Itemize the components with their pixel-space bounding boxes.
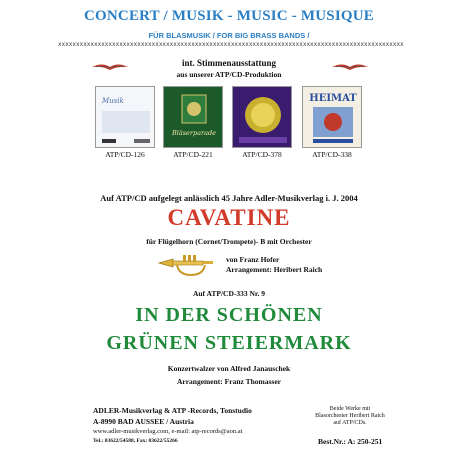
- note-line-2: Blasorchester Heribert Raich: [315, 413, 385, 419]
- note-line-1: Beide Werke mit: [329, 406, 371, 412]
- header-subtitle: FÜR BLASMUSIK / FOR BIG BRASS BANDS /: [148, 31, 310, 40]
- piece1-title: CAVATINE: [167, 205, 291, 230]
- svg-text:Musik: Musik: [102, 97, 124, 105]
- piece1-arranger: Arrangement: Heribert Raich: [226, 265, 323, 274]
- piece1-composer: von Franz Hofer: [226, 255, 280, 264]
- cd-cover-1: [95, 86, 155, 148]
- piece2-cd-ref: Auf ATP/CD-333 Nr. 9: [192, 289, 266, 298]
- piece2-arranger: Arrangement: Franz Thomasser: [176, 377, 281, 386]
- publisher-web: www.adler-musikverlag.com, e-mail: atp-records@aon.at: [93, 428, 243, 435]
- cd-cover-3-art: [233, 87, 292, 148]
- cd-cover-2-art: [164, 87, 223, 148]
- cd-cover-4-art: [303, 87, 362, 148]
- cd-cover-2-text: Bläserparade: [171, 129, 217, 137]
- publisher-name: ADLER-Musikverlag & ATP -Records, Tonstudio: [93, 406, 252, 415]
- x-divider: xxxxxxxxxxxxxxxxxxxxxxxxxxxxxxxxxxxxxxxxxxxxxxxxxxxxxxxxxxxxxxxxxxxxxxxxxxxxxxxxxxxxxxxxxxxxxxxx: [58, 42, 404, 48]
- anniversary-note: Auf ATP/CD aufgelegt anlässlich 45 Jahre Adler-Musikverlag i. J. 2004: [100, 193, 358, 203]
- cd-cover-4: [302, 86, 362, 148]
- order-number: Best.Nr.: A: 250-251: [318, 437, 383, 446]
- flugelhorn-icon: [155, 247, 215, 279]
- piece2-title-line2: GRÜNEN STEIERMARK: [106, 332, 352, 354]
- stimmen-heading: int. Stimmenausstattung: [181, 58, 276, 68]
- header-title: CONCERT / MUSIK - MUSIC - MUSIQUE: [84, 8, 374, 24]
- publisher-phone: Tel.: 03622/54588, Fax: 03622/55266: [93, 438, 178, 444]
- cd-label-4: ATP/CD-338: [312, 150, 352, 159]
- publisher-address: A-8990 BAD AUSSEE / Austria: [93, 417, 194, 426]
- cd-cover-2: [163, 86, 223, 148]
- note-line-3: auf ATP/CDs.: [333, 420, 367, 426]
- cd-label-3: ATP/CD-378: [242, 150, 282, 159]
- piece2-subtitle: Konzertwalzer von Alfred Janauschek: [167, 364, 291, 373]
- cd-cover-1-art: [96, 87, 155, 148]
- cd-label-1: ATP/CD-126: [105, 150, 145, 159]
- stimmen-subheading: aus unserer ATP/CD-Produktion: [176, 70, 282, 79]
- cd-cover-4-text: HEIMAT: [309, 93, 357, 104]
- cd-label-2: ATP/CD-221: [173, 150, 213, 159]
- piece2-title-line1: IN DER SCHÖNEN: [135, 304, 323, 326]
- cd-cover-3: [232, 86, 292, 148]
- piece1-instrumentation: für Flügelhorn (Cornet/Trompete)- B mit Orchester: [146, 237, 312, 246]
